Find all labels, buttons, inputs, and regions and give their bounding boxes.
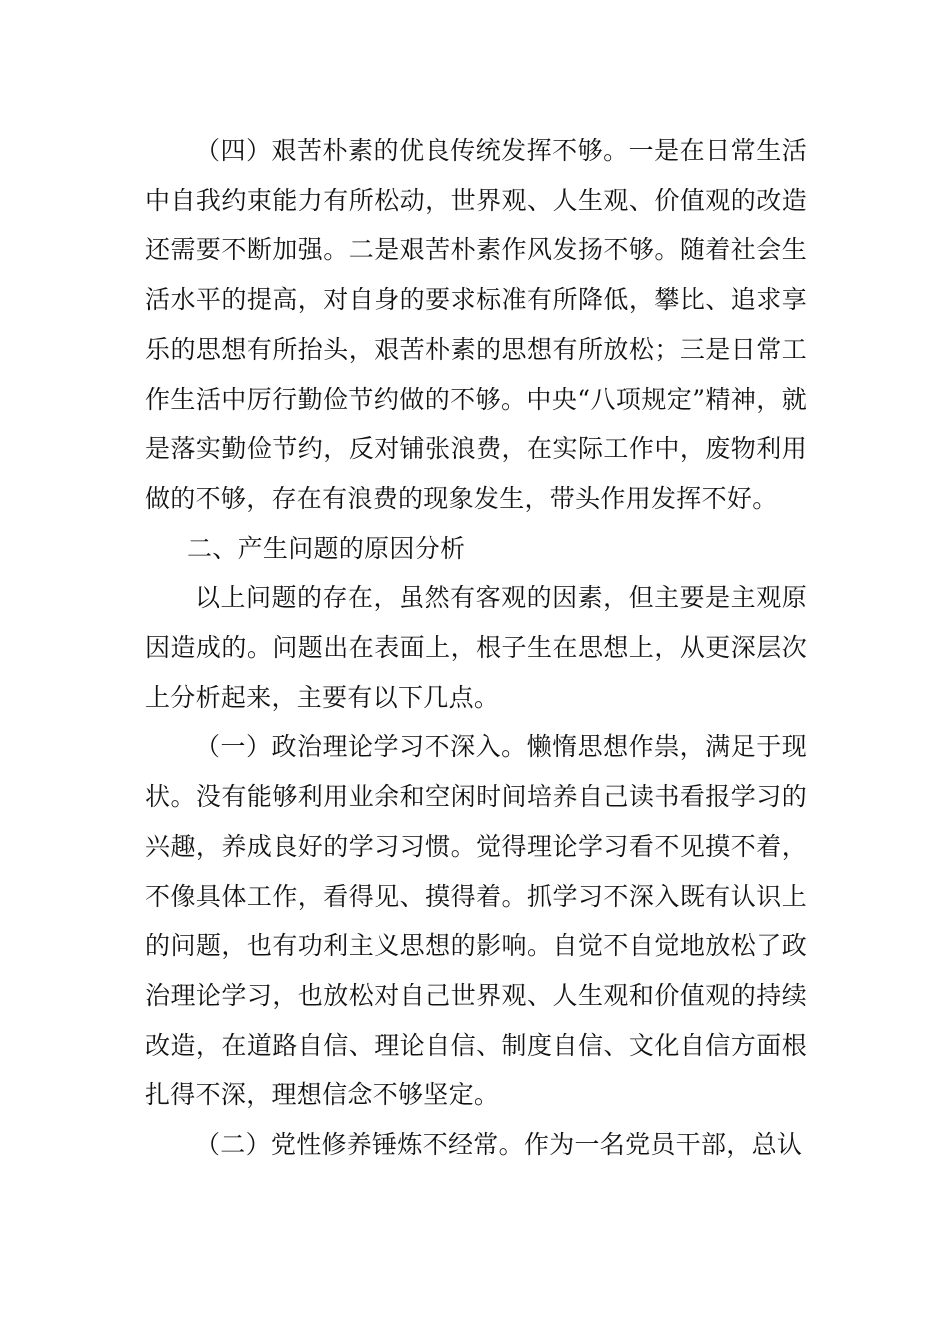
paragraph-cause-intro: 以上问题的存在，虽然有客观的因素，但主要是主观原因造成的。问题出在表面上，根子生在思想上，从更深层次上分析起来，主要有以下几点。	[145, 583, 807, 712]
section-heading-cause-analysis: 二、产生问题的原因分析	[187, 533, 466, 563]
document-page	[145, 126, 807, 1170]
paragraph-hard-work-tradition: （四）艰苦朴素的优良传统发挥不够。一是在日常生活中自我约束能力有所松动，世界观、人生观、价值观的改造还需要不断加强。二是艰苦朴素作风发扬不够。随着社会生活水平的提高，对自身的要求标准有所降低，攀比、追求享乐的思想有所抬头，艰苦朴素的思想有所放松；三是日常工作生活中厉行勤俭节约做的不够。中央“八项规定”精神，就是落实勤俭节约，反对铺张浪费，在实际工作中，废物利用做的不够，存在有浪费的现象发生，带头作用发挥不好。	[145, 136, 807, 513]
paragraph-political-theory: （一）政治理论学习不深入。懒惰思想作祟，满足于现状。没有能够利用业余和空闲时间培养自己读书看报学习的兴趣，养成良好的学习习惯。觉得理论学习看不见摸不着，不像具体工作，看得见、摸得着。抓学习不深入既有认识上的问题，也有功利主义思想的影响。自觉不自觉地放松了政治理论学习，也放松对自己世界观、人生观和价值观的持续改造，在道路自信、理论自信、制度自信、文化自信方面根扎得不深，理想信念不够坚定。	[145, 732, 807, 1110]
paragraph-party-spirit: （二）党性修养锤炼不经常。作为一名党员干部，总认	[195, 1130, 803, 1160]
